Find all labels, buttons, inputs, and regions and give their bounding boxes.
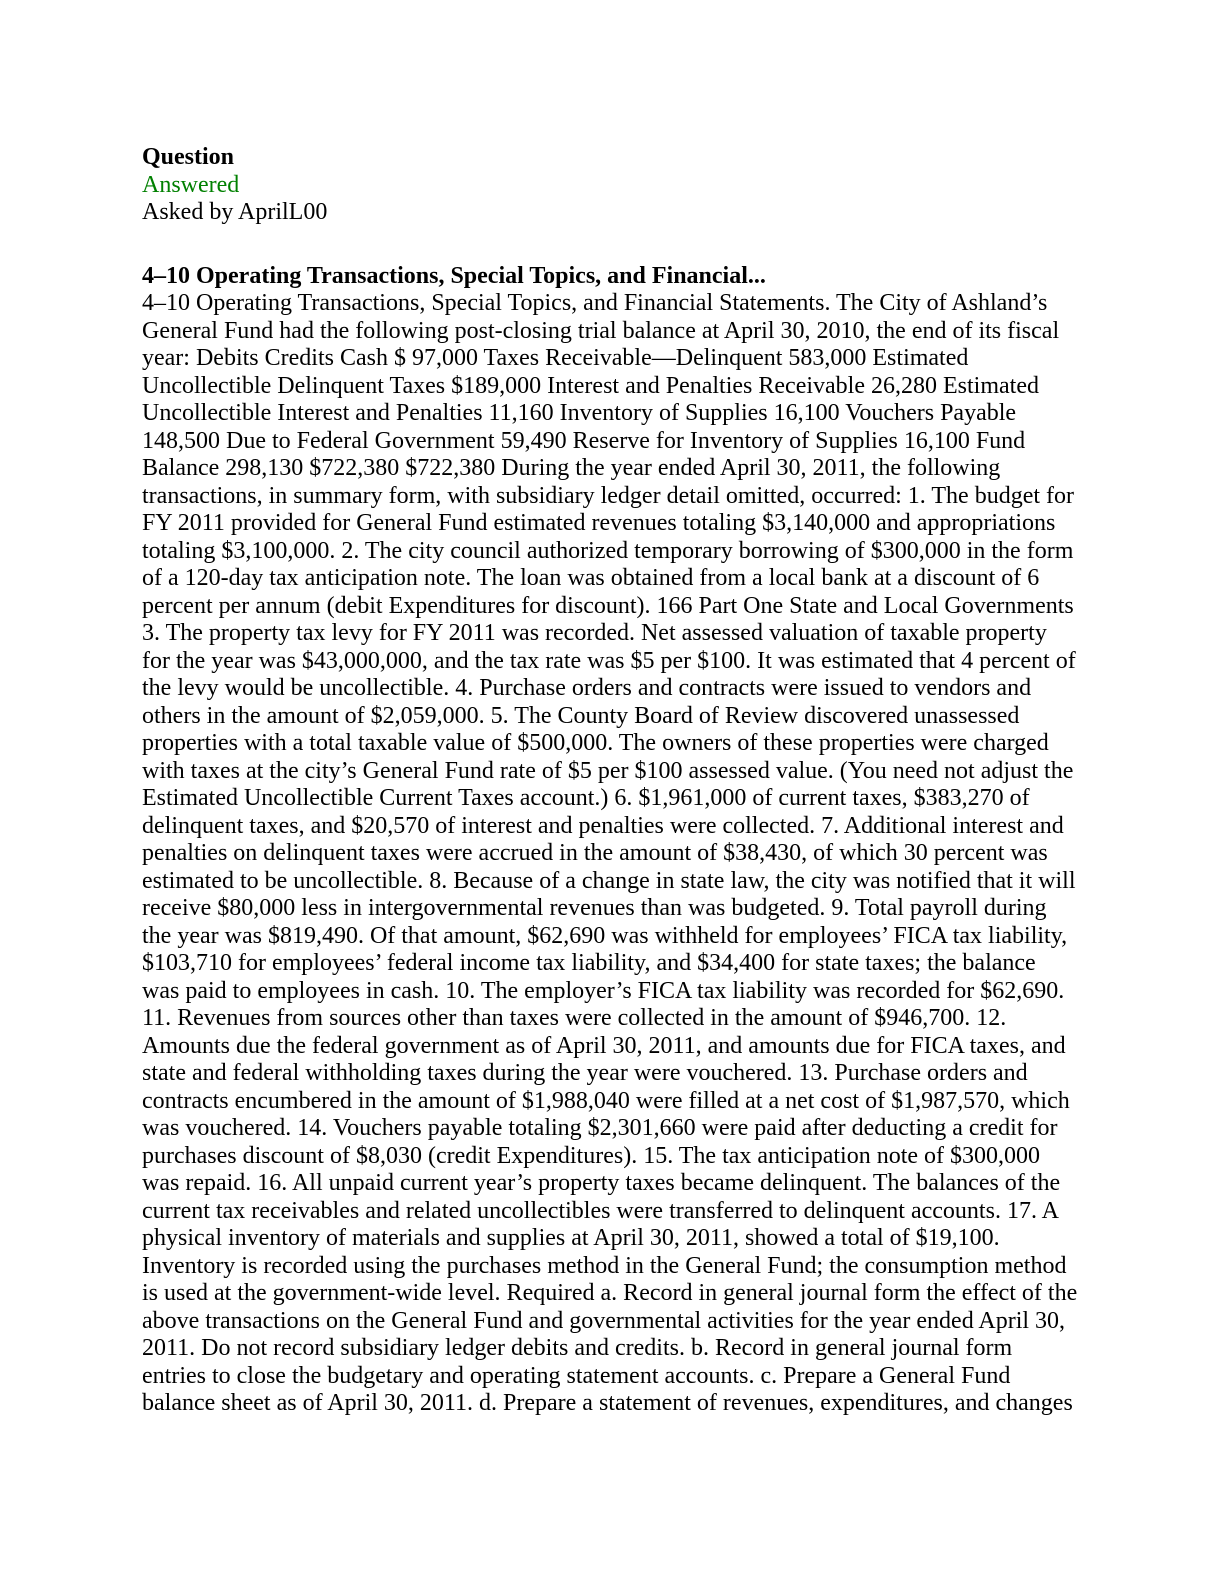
status-badge: Answered: [142, 171, 240, 198]
question-text-line: estimated to be uncollectible. 8. Because of a change in state law, the city was notified that it will: [142, 867, 1076, 894]
question-header: [142, 144, 1090, 227]
question-text-line: Amounts due the federal government as of April 30, 2011, and amounts due for FICA taxes, and: [142, 1032, 1066, 1059]
question-text-line: balance sheet as of April 30, 2011. d. Prepare a statement of revenues, expenditures, and changes: [142, 1390, 1073, 1416]
question-text-line: 2011. Do not record subsidiary ledger debits and credits. b. Record in general journal form: [142, 1335, 1013, 1361]
question-text-line: purchases discount of $8,030 (credit Expenditures). 15. The tax anticipation note of $300,000: [142, 1142, 1041, 1169]
question-text-line: current tax receivables and related uncollectibles were transferred to delinquent accounts. 17. A: [142, 1197, 1059, 1224]
question-text-line: Inventory is recorded using the purchases method in the General Fund; the consumption method: [142, 1252, 1067, 1279]
question-text-line: above transactions on the General Fund and governmental activities for the year ended April 30,: [142, 1307, 1066, 1334]
question-text-line: with taxes at the city’s General Fund rate of $5 per $100 assessed value. (You need not adjust the: [142, 757, 1074, 784]
question-text-line: 3. The property tax levy for FY 2011 was recorded. Net assessed valuation of taxable property: [142, 620, 1047, 646]
question-label: Question: [142, 144, 235, 170]
question-text-line: Balance 298,130 $722,380 $722,380 During the year ended April 30, 2011, the following: [142, 455, 1001, 481]
question-body: [142, 290, 1090, 1418]
question-text-line: totaling $3,100,000. 2. The city council authorized temporary borrowing of $300,000 in the form: [142, 537, 1074, 564]
question-text-line: FY 2011 provided for General Fund estimated revenues totaling $3,140,000 and appropriations: [142, 510, 1056, 536]
asked-by: Asked by AprilL00: [142, 199, 328, 225]
question-text-line: transactions, in summary form, with subsidiary ledger detail omitted, occurred: 1. The budget for: [142, 482, 1074, 509]
question-text-line: for the year was $43,000,000, and the tax rate was $5 per $100. It was estimated that 4 percent of: [142, 647, 1076, 674]
question-text-line: Uncollectible Interest and Penalties 11,160 Inventory of Supplies 16,100 Vouchers Payable: [142, 400, 1017, 426]
question-content: [142, 144, 1090, 1418]
question-text-line: was repaid. 16. All unpaid current year’s property taxes became delinquent. The balances of the: [142, 1170, 1061, 1196]
question-text-line: percent per annum (debit Expenditures for discount). 166 Part One State and Local Governments: [142, 592, 1074, 619]
question-text-line: penalties on delinquent taxes were accrued in the amount of $38,430, of which 30 percent was: [142, 840, 1048, 866]
question-text-line: of a 120-day tax anticipation note. The loan was obtained from a local bank at a discount of 6: [142, 565, 1040, 591]
question-text-line: is used at the government-wide level. Required a. Record in general journal form the effect of the: [142, 1280, 1078, 1306]
question-text-line: state and federal withholding taxes during the year were vouchered. 13. Purchase orders and: [142, 1060, 1028, 1086]
question-text-line: year: Debits Credits Cash $ 97,000 Taxes Receivable—Delinquent 583,000 Estimated: [142, 345, 969, 371]
question-text-line: properties with a total taxable value of $500,000. The owners of these properties were charged: [142, 730, 1049, 756]
question-text-line: 11. Revenues from sources other than taxes were collected in the amount of $946,700. 12.: [142, 1005, 1007, 1031]
question-text-line: physical inventory of materials and supplies at April 30, 2011, showed a total of $19,100.: [142, 1225, 1000, 1251]
question-text-line: others in the amount of $2,059,000. 5. The County Board of Review discovered unassessed: [142, 702, 1020, 729]
question-text-line: 4–10 Operating Transactions, Special Topics, and Financial Statements. The City of Ashland’s: [142, 290, 1048, 316]
question-text-line: was paid to employees in cash. 10. The employer’s FICA tax liability was recorded for $62,690.: [142, 977, 1065, 1004]
question-heading: 4–10 Operating Transactions, Special Topics, and Financial...: [142, 262, 766, 289]
question-text-line: Uncollectible Delinquent Taxes $189,000 Interest and Penalties Receivable 26,280 Estimated: [142, 372, 1039, 399]
question-text-line: delinquent taxes, and $20,570 of interest and penalties were collected. 7. Additional interest and: [142, 812, 1064, 839]
question-text-line: General Fund had the following post-closing trial balance at April 30, 2010, the end of its fiscal: [142, 317, 1060, 344]
question-text-line: the year was $819,490. Of that amount, $62,690 was withheld for employees’ FICA tax liability,: [142, 922, 1068, 949]
question-text-line: receive $80,000 less in intergovernmental revenues than was budgeted. 9. Total payroll during: [142, 895, 1047, 921]
question-text-line: 148,500 Due to Federal Government 59,490 Reserve for Inventory of Supplies 16,100 Fund: [142, 427, 1026, 454]
question-text-line: $103,710 for employees’ federal income tax liability, and $34,400 for state taxes; the balance: [142, 950, 1036, 976]
question-text-line: contracts encumbered in the amount of $1,988,040 were filled at a net cost of $1,987,570, which: [142, 1087, 1070, 1114]
question-text-line: entries to close the budgetary and operating statement accounts. c. Prepare a General Fund: [142, 1362, 1011, 1389]
question-text-line: the levy would be uncollectible. 4. Purchase orders and contracts were issued to vendors and: [142, 675, 1032, 701]
question-text-line: was vouchered. 14. Vouchers payable totaling $2,301,660 were paid after deducting a credit for: [142, 1115, 1058, 1141]
question-text-line: Estimated Uncollectible Current Taxes account.) 6. $1,961,000 of current taxes, $383,270 of: [142, 785, 1030, 811]
